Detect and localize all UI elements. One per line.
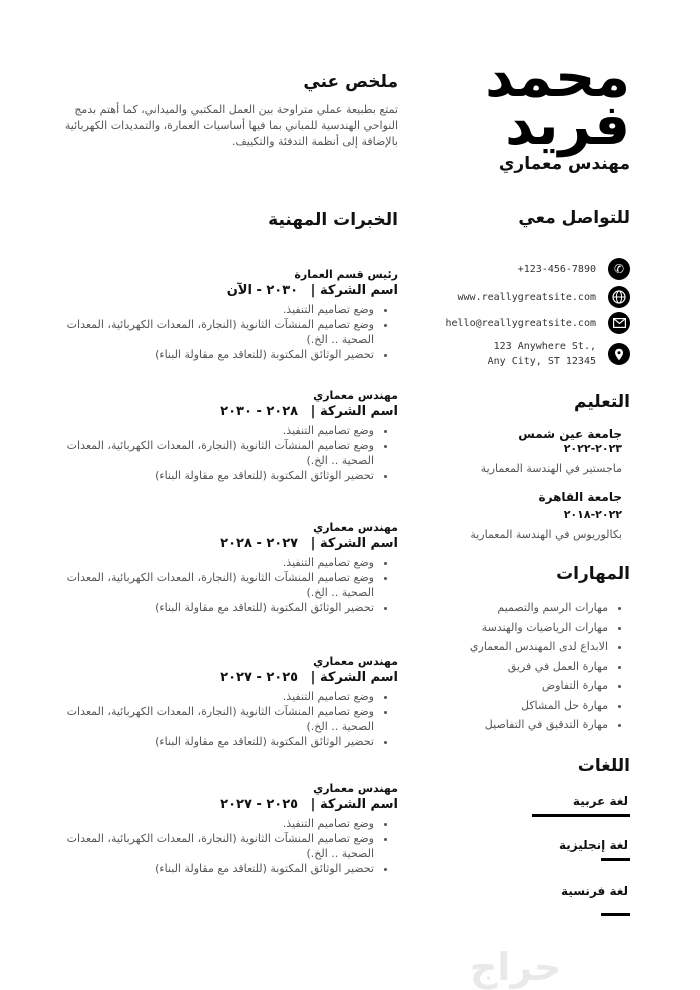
contact-heading: للتواصل معي [518, 208, 630, 228]
website-text: www.reallygreatsite.com [457, 291, 596, 303]
skill-item: • الابداع لدى المهندس المعماري [422, 637, 608, 657]
experience-bullet: • وضع تصاميم التنفيذ. [38, 816, 374, 831]
phone-text: +123-456-7890 [517, 263, 596, 275]
education-years: ٢٠٢٣-٢٠٢٢ [563, 442, 622, 455]
address-text [430, 339, 596, 369]
education-university: جامعة عين شمس [518, 427, 622, 441]
language-name: لغة إنجليزية [558, 838, 628, 852]
globe-icon [608, 286, 630, 308]
contact-address [430, 339, 630, 369]
name-first: محمد [485, 45, 630, 110]
experience-bullet: • وضع تصاميم المنشآت الثانوية (النجارة، المعدات الكهربائية، المعدات الصحية .. الخ.) [38, 317, 374, 347]
experience-item [38, 389, 398, 483]
experience-company-line: اسم الشركة | ٢٠٣٠ - الآن [226, 283, 398, 298]
experience-bullet: • وضع تصاميم التنفيذ. [38, 555, 374, 570]
experience-bullet: • وضع تصاميم المنشآت الثانوية (النجارة، المعدات الكهربائية، المعدات الصحية .. الخ.) [38, 831, 374, 861]
experience-role: مهندس معماري [313, 655, 398, 668]
language-level-bar [532, 814, 630, 817]
location-pin-icon [608, 343, 630, 365]
education-years: ٢٠٢٢-٢٠١٨ [563, 508, 622, 521]
experience-bullet: • تحضير الوثائق المكتوبة (للتعاقد مع مقاولة البناء) [38, 861, 374, 876]
experience-years: ٢٠٢٥ - ٢٠٢٧ [220, 797, 299, 812]
experience-company-line: اسم الشركة | ٢٠٢٨ - ٢٠٣٠ [220, 404, 398, 419]
skills-heading: المهارات [556, 564, 630, 584]
education-degree: بكالوريوس في الهندسة المعمارية [470, 528, 622, 541]
language-name: لغة فرنسية [561, 884, 628, 898]
experience-company: اسم الشركة [319, 797, 398, 812]
language-level-bar [601, 913, 630, 916]
experience-bullet: • وضع تصاميم المنشآت الثانوية (النجارة، المعدات الكهربائية، المعدات الصحية .. الخ.) [38, 570, 374, 600]
experience-bullet: • وضع تصاميم التنفيذ. [38, 302, 374, 317]
experience-item [38, 655, 398, 749]
experience-item [38, 782, 398, 876]
experience-company-line: اسم الشركة | ٢٠٢٥ - ٢٠٢٧ [220, 797, 398, 812]
contact-website [430, 286, 630, 308]
contact-email [430, 312, 630, 334]
experience-years: ٢٠٢٧ - ٢٠٢٨ [220, 536, 299, 551]
experience-role: مهندس معماري [313, 521, 398, 534]
experience-role: رئيس قسم العمارة [294, 268, 398, 281]
experience-company: اسم الشركة [319, 404, 398, 419]
experience-years: ٢٠٢٥ - ٢٠٢٧ [220, 670, 299, 685]
experience-bullet: • وضع تصاميم التنفيذ. [38, 423, 374, 438]
skills-list [422, 598, 622, 735]
address-line2: Any City, ST 12345 [487, 356, 596, 367]
skill-item: • مهارة التدقيق في التفاصيل [422, 715, 608, 735]
experience-company: اسم الشركة [319, 670, 398, 685]
job-title: مهندس معماري [498, 154, 630, 174]
experience-item [38, 268, 398, 362]
experience-years: ٢٠٣٠ - الآن [226, 283, 299, 298]
phone-icon: ✆ [608, 258, 630, 280]
experience-role: مهندس معماري [313, 389, 398, 402]
watermark-logo: حراج [470, 945, 562, 989]
experience-bullet: • وضع تصاميم المنشآت الثانوية (النجارة، المعدات الكهربائية، المعدات الصحية .. الخ.) [38, 438, 374, 468]
experience-bullet: • وضع تصاميم المنشآت الثانوية (النجارة، المعدات الكهربائية، المعدات الصحية .. الخ.) [38, 704, 374, 734]
skill-item: • مهارات الرياضيات والهندسة [422, 618, 608, 638]
experience-role: مهندس معماري [313, 782, 398, 795]
experience-bullet: • تحضير الوثائق المكتوبة (للتعاقد مع مقاولة البناء) [38, 734, 374, 749]
skill-item: • مهارات الرسم والتصميم [422, 598, 608, 618]
contact-phone [430, 258, 630, 280]
experience-bullet: • وضع تصاميم التنفيذ. [38, 689, 374, 704]
experience-company-line: اسم الشركة | ٢٠٢٥ - ٢٠٢٧ [220, 670, 398, 685]
experience-company: اسم الشركة [319, 283, 398, 298]
summary-heading: ملخص عني [303, 72, 398, 92]
experience-bullets [38, 555, 398, 615]
skill-item: • مهارة حل المشاكل [422, 696, 608, 716]
language-level-bar [601, 858, 630, 861]
email-text: hello@reallygreatsite.com [445, 317, 596, 329]
summary-text: تمتع بطبيعة عملي متراوحة بين العمل المكتبي والميداني، كما أهتم بدمج النواحي الهندسية للمباني بما فيها أساسيات العمارة، والتمديدات الكهربائية بالإضافة إلى أنظمة التدفئة والتكييف. [64, 103, 398, 148]
experience-company: اسم الشركة [319, 536, 398, 551]
languages-heading: اللغات [577, 756, 630, 776]
experience-company-line: اسم الشركة | ٢٠٢٧ - ٢٠٢٨ [220, 536, 398, 551]
email-icon [608, 312, 630, 334]
language-name: لغة عربية [572, 794, 628, 808]
experience-item [38, 521, 398, 615]
experience-bullets [38, 689, 398, 749]
experience-bullet: • تحضير الوثائق المكتوبة (للتعاقد مع مقاولة البناء) [38, 347, 374, 362]
experience-heading: الخبرات المهنية [268, 210, 398, 230]
experience-bullets [38, 423, 398, 483]
experience-years: ٢٠٢٨ - ٢٠٣٠ [220, 404, 299, 419]
experience-bullets [38, 302, 398, 362]
education-university: جامعة القاهرة [538, 490, 622, 504]
education-heading: التعليم [574, 392, 630, 412]
skill-item: • مهارة العمل في فريق [422, 657, 608, 677]
education-degree: ماجستير في الهندسة المعمارية [480, 462, 622, 475]
skill-item: • مهارة التفاوض [422, 676, 608, 696]
experience-bullets [38, 816, 398, 876]
experience-bullet: • تحضير الوثائق المكتوبة (للتعاقد مع مقاولة البناء) [38, 600, 374, 615]
experience-bullet: • تحضير الوثائق المكتوبة (للتعاقد مع مقاولة البناء) [38, 468, 374, 483]
address-line1: 123 Anywhere St., [493, 341, 596, 352]
name-last: فريد [505, 93, 630, 158]
